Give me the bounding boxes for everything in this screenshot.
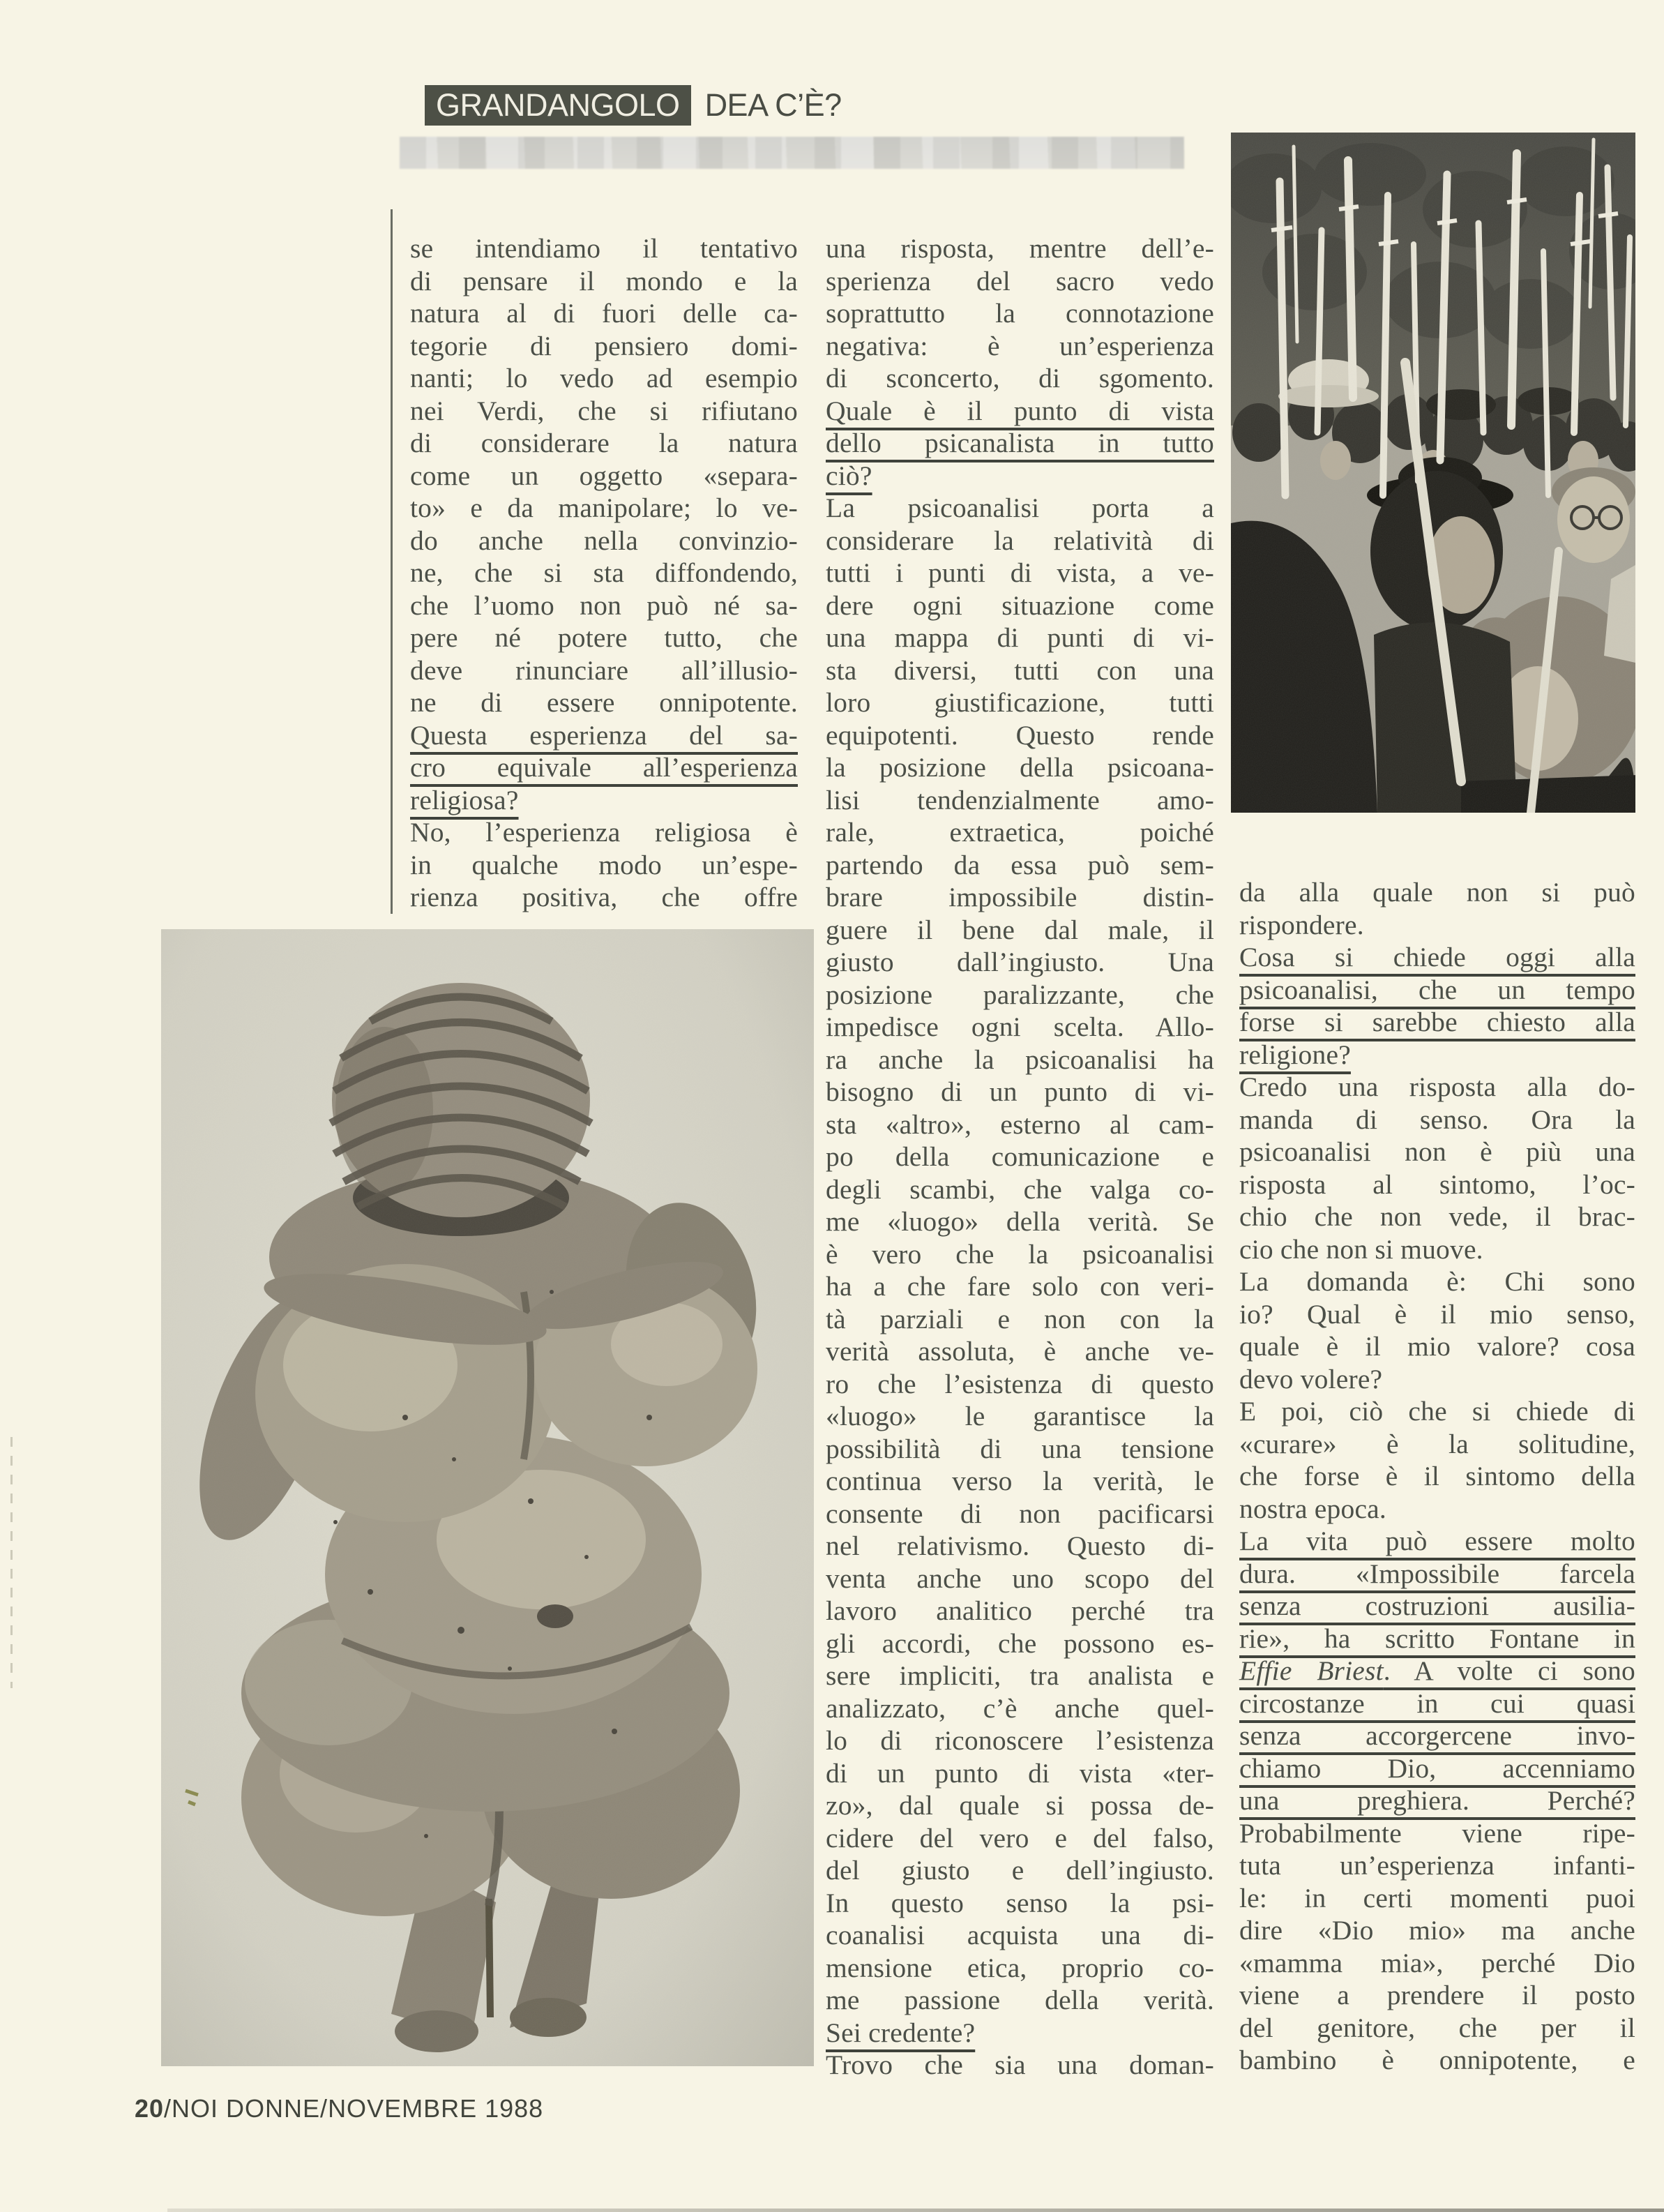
text-line: bisogno di un punto di vi- xyxy=(826,1076,1214,1107)
text-line: lavoro analitico perché tra xyxy=(826,1595,1214,1626)
text-line: do anche nella convinzio- xyxy=(410,525,798,556)
text-line: le: in certi momenti puoi xyxy=(1239,1882,1635,1913)
text-line: degli scambi, che valga co- xyxy=(826,1173,1214,1205)
text-line: di pensare il mondo e la xyxy=(410,265,798,296)
text-line: religiosa? xyxy=(410,784,519,815)
text-line: possibilità di una tensione xyxy=(826,1433,1214,1464)
text-line: La vita può essere molto xyxy=(1239,1526,1635,1556)
text-line: Probabilmente viene ripe- xyxy=(1239,1817,1635,1849)
text-line: del genitore, che per il xyxy=(1239,2012,1635,2043)
text-line: «mamma mia», perché Dio xyxy=(1239,1947,1635,1978)
text-line: chio che non vede, il brac- xyxy=(1239,1201,1635,1232)
text-line: impedisce ogni scelta. Allo- xyxy=(826,1011,1214,1042)
text-line: nei Verdi, che si rifiutano xyxy=(410,395,798,426)
text-line: ne di essere onnipotente. xyxy=(410,687,798,718)
text-line: ra anche la psicoanalisi ha xyxy=(826,1044,1214,1075)
text-line: sta diversi, tutti con una xyxy=(826,654,1214,686)
column-divider-rule xyxy=(391,209,393,914)
article-column-2 xyxy=(826,232,1214,2082)
text-line: Quale è il punto di vista xyxy=(826,395,1214,426)
text-line: di considerare la natura xyxy=(410,428,798,458)
text-line: negativa: è un’esperienza xyxy=(826,330,1214,361)
text-line: natura al di fuori delle ca- xyxy=(410,298,798,329)
text-line: tuta un’esperienza infanti- xyxy=(1239,1850,1635,1881)
text-line: loro giustificazione, tutti xyxy=(826,687,1214,718)
text-line: considerare la relatività di xyxy=(826,525,1214,556)
article-header xyxy=(425,85,842,126)
text-line: rienza positiva, che offre xyxy=(410,882,798,912)
text-line: ciò? xyxy=(826,460,872,491)
text-line: nanti; lo vedo ad esempio xyxy=(410,363,798,393)
text-line: consente di non pacificarsi xyxy=(826,1498,1214,1529)
text-line: senza accorgercene invo- xyxy=(1239,1720,1635,1751)
text-line: ha a che fare solo con veri- xyxy=(826,1271,1214,1302)
text-line: di sconcerto, di sgomento. xyxy=(826,363,1214,393)
scan-bottom-edge xyxy=(167,2209,1664,2212)
text-line: verità assoluta, è anche ve- xyxy=(826,1336,1214,1367)
page-footer xyxy=(135,2094,543,2123)
text-line: sperienza del sacro vedo xyxy=(826,265,1214,296)
text-line: Questa esperienza del sa- xyxy=(410,719,798,751)
text-line: ro che l’esistenza di questo xyxy=(826,1368,1214,1399)
text-line: Cosa si chiede oggi alla xyxy=(1239,942,1635,972)
text-line: Trovo che sia una doman- xyxy=(826,2049,1214,2080)
text-line: di un punto di vista «ter- xyxy=(826,1757,1214,1789)
text-line: cio che non si muove. xyxy=(1239,1233,1483,1265)
text-line: soprattutto la connotazione xyxy=(826,298,1214,329)
text-line: lisi tendenzialmente amo- xyxy=(826,784,1214,815)
text-line: cidere del vero e del falso, xyxy=(826,1822,1214,1853)
text-line: gli accordi, che possono es- xyxy=(826,1627,1214,1659)
text-line: manda di senso. Ora la xyxy=(1239,1104,1635,1135)
text-line: dello psicanalista in tutto xyxy=(826,428,1214,458)
text-line: ne, che si sta diffondendo, xyxy=(410,557,798,588)
text-line: giusto dall’ingiusto. Una xyxy=(826,947,1214,977)
text-line: coanalisi acquista una di- xyxy=(826,1920,1214,1950)
text-line: psicoanalisi, che un tempo xyxy=(1239,974,1635,1005)
text-line: brare impossibile distin- xyxy=(826,882,1214,912)
text-line: che l’uomo non può né sa- xyxy=(410,589,798,621)
text-line: Credo una risposta alla do- xyxy=(1239,1071,1635,1102)
text-line: continua verso la verità, le xyxy=(826,1466,1214,1496)
text-line: che forse è il sintomo della xyxy=(1239,1461,1635,1491)
text-line: religione? xyxy=(1239,1039,1351,1070)
text-line: mensione etica, proprio co- xyxy=(826,1952,1214,1983)
text-line: rie», ha scritto Fontane in xyxy=(1239,1623,1635,1654)
text-line: circostanze in cui quasi xyxy=(1239,1687,1635,1719)
text-line: lo di riconoscere l’esistenza xyxy=(826,1725,1214,1756)
text-line: dura. «Impossibile farcela xyxy=(1239,1558,1635,1589)
text-line: se intendiamo il tentativo xyxy=(410,233,798,264)
text-line: una risposta, mentre dell’e- xyxy=(826,233,1214,264)
text-line: da alla quale non si può xyxy=(1239,877,1635,908)
text-line: zo», dal quale si possa de- xyxy=(826,1790,1214,1821)
scan-margin-mark xyxy=(10,1437,13,1688)
text-line: dere ogni situazione come xyxy=(826,589,1214,621)
text-line: dire «Dio mio» ma anche xyxy=(1239,1915,1635,1946)
text-line: risposta al sintomo, l’oc- xyxy=(1239,1168,1635,1200)
text-line: me passione della verità. xyxy=(826,1985,1214,2015)
text-line: guere il bene dal male, il xyxy=(826,914,1214,945)
text-line: cro equivale all’esperienza xyxy=(410,752,798,783)
text-line: «curare» è la solitudine, xyxy=(1239,1428,1635,1459)
text-line: una mappa di punti di vi- xyxy=(826,622,1214,653)
text-line: tegorie di pensiero domi- xyxy=(410,330,798,361)
text-line: chiamo Dio, accenniamo xyxy=(1239,1752,1635,1784)
text-line: senza costruzioni ausilia- xyxy=(1239,1590,1635,1621)
text-line: deve rinunciare all’illusio- xyxy=(410,654,798,686)
text-line: forse si sarebbe chiesto alla xyxy=(1239,1007,1635,1037)
crowd-procession-photo xyxy=(1231,133,1635,813)
footer-magazine-text: /NOI DONNE/NOVEMBRE 1988 xyxy=(164,2094,544,2123)
text-line: quale è il mio valore? cosa xyxy=(1239,1331,1635,1362)
text-line: to» e da manipolare; lo ve- xyxy=(410,492,798,523)
venus-figurine-photo xyxy=(161,929,814,2066)
text-line: No, l’esperienza religiosa è xyxy=(410,817,798,848)
text-line: una preghiera. Perché? xyxy=(1239,1785,1635,1816)
text-line: pere né potere tutto, che xyxy=(410,622,798,653)
text-line: po della comunicazione e xyxy=(826,1141,1214,1172)
text-line: è vero che la psicoanalisi xyxy=(826,1238,1214,1270)
text-line: partendo da essa può sem- xyxy=(826,849,1214,880)
text-line: io? Qual è il mio senso, xyxy=(1239,1298,1635,1330)
text-line: psicoanalisi non è più una xyxy=(1239,1136,1635,1167)
text-line: sere impliciti, tra analista e xyxy=(826,1660,1214,1691)
page-title: DEA C’È? xyxy=(704,87,842,123)
text-line: equipotenti. Questo rende xyxy=(826,719,1214,751)
kicker-badge: GRANDANGOLO xyxy=(425,85,691,126)
text-line: bambino è onnipotente, e xyxy=(1239,2045,1635,2075)
text-line: tutti i punti di vista, a ve- xyxy=(826,557,1214,588)
text-line: del giusto e dell’ingiusto. xyxy=(826,1855,1214,1886)
text-line: me «luogo» della verità. Se xyxy=(826,1206,1214,1237)
text-line: E poi, ciò che si chiede di xyxy=(1239,1396,1635,1427)
text-line: nel relativismo. Questo di- xyxy=(826,1530,1214,1561)
article-column-1 xyxy=(410,232,798,914)
text-line: analizzato, c’è anche quel- xyxy=(826,1692,1214,1724)
text-line: devo volere? xyxy=(1239,1363,1383,1394)
text-line: la posizione della psicoana- xyxy=(826,752,1214,783)
article-column-3 xyxy=(1239,876,1635,2077)
text-line: In questo senso la psi- xyxy=(826,1887,1214,1918)
text-line: rispondere. xyxy=(1239,909,1364,940)
text-line: come un oggetto «separa- xyxy=(410,460,798,491)
text-line: nostra epoca. xyxy=(1239,1493,1386,1524)
text-line: in qualche modo un’espe- xyxy=(410,849,798,880)
text-line: tà parziali e non con la xyxy=(826,1303,1214,1334)
text-line: La domanda è: Chi sono xyxy=(1239,1266,1635,1297)
text-line: sta «altro», esterno al cam- xyxy=(826,1108,1214,1140)
text-line: La psicoanalisi porta a xyxy=(826,492,1214,523)
decorative-gray-band xyxy=(400,137,1184,169)
text-line: rale, extraetica, poiché xyxy=(826,817,1214,848)
text-line: «luogo» le garantisce la xyxy=(826,1401,1214,1431)
text-line: Sei credente? xyxy=(826,2017,976,2048)
text-line: Effie Briest. A volte ci sono xyxy=(1239,1655,1635,1686)
page-number: 20 xyxy=(135,2094,165,2123)
text-line: venta anche uno scopo del xyxy=(826,1563,1214,1594)
text-line: viene a prendere il posto xyxy=(1239,1980,1635,2010)
text-line: posizione paralizzante, che xyxy=(826,979,1214,1010)
